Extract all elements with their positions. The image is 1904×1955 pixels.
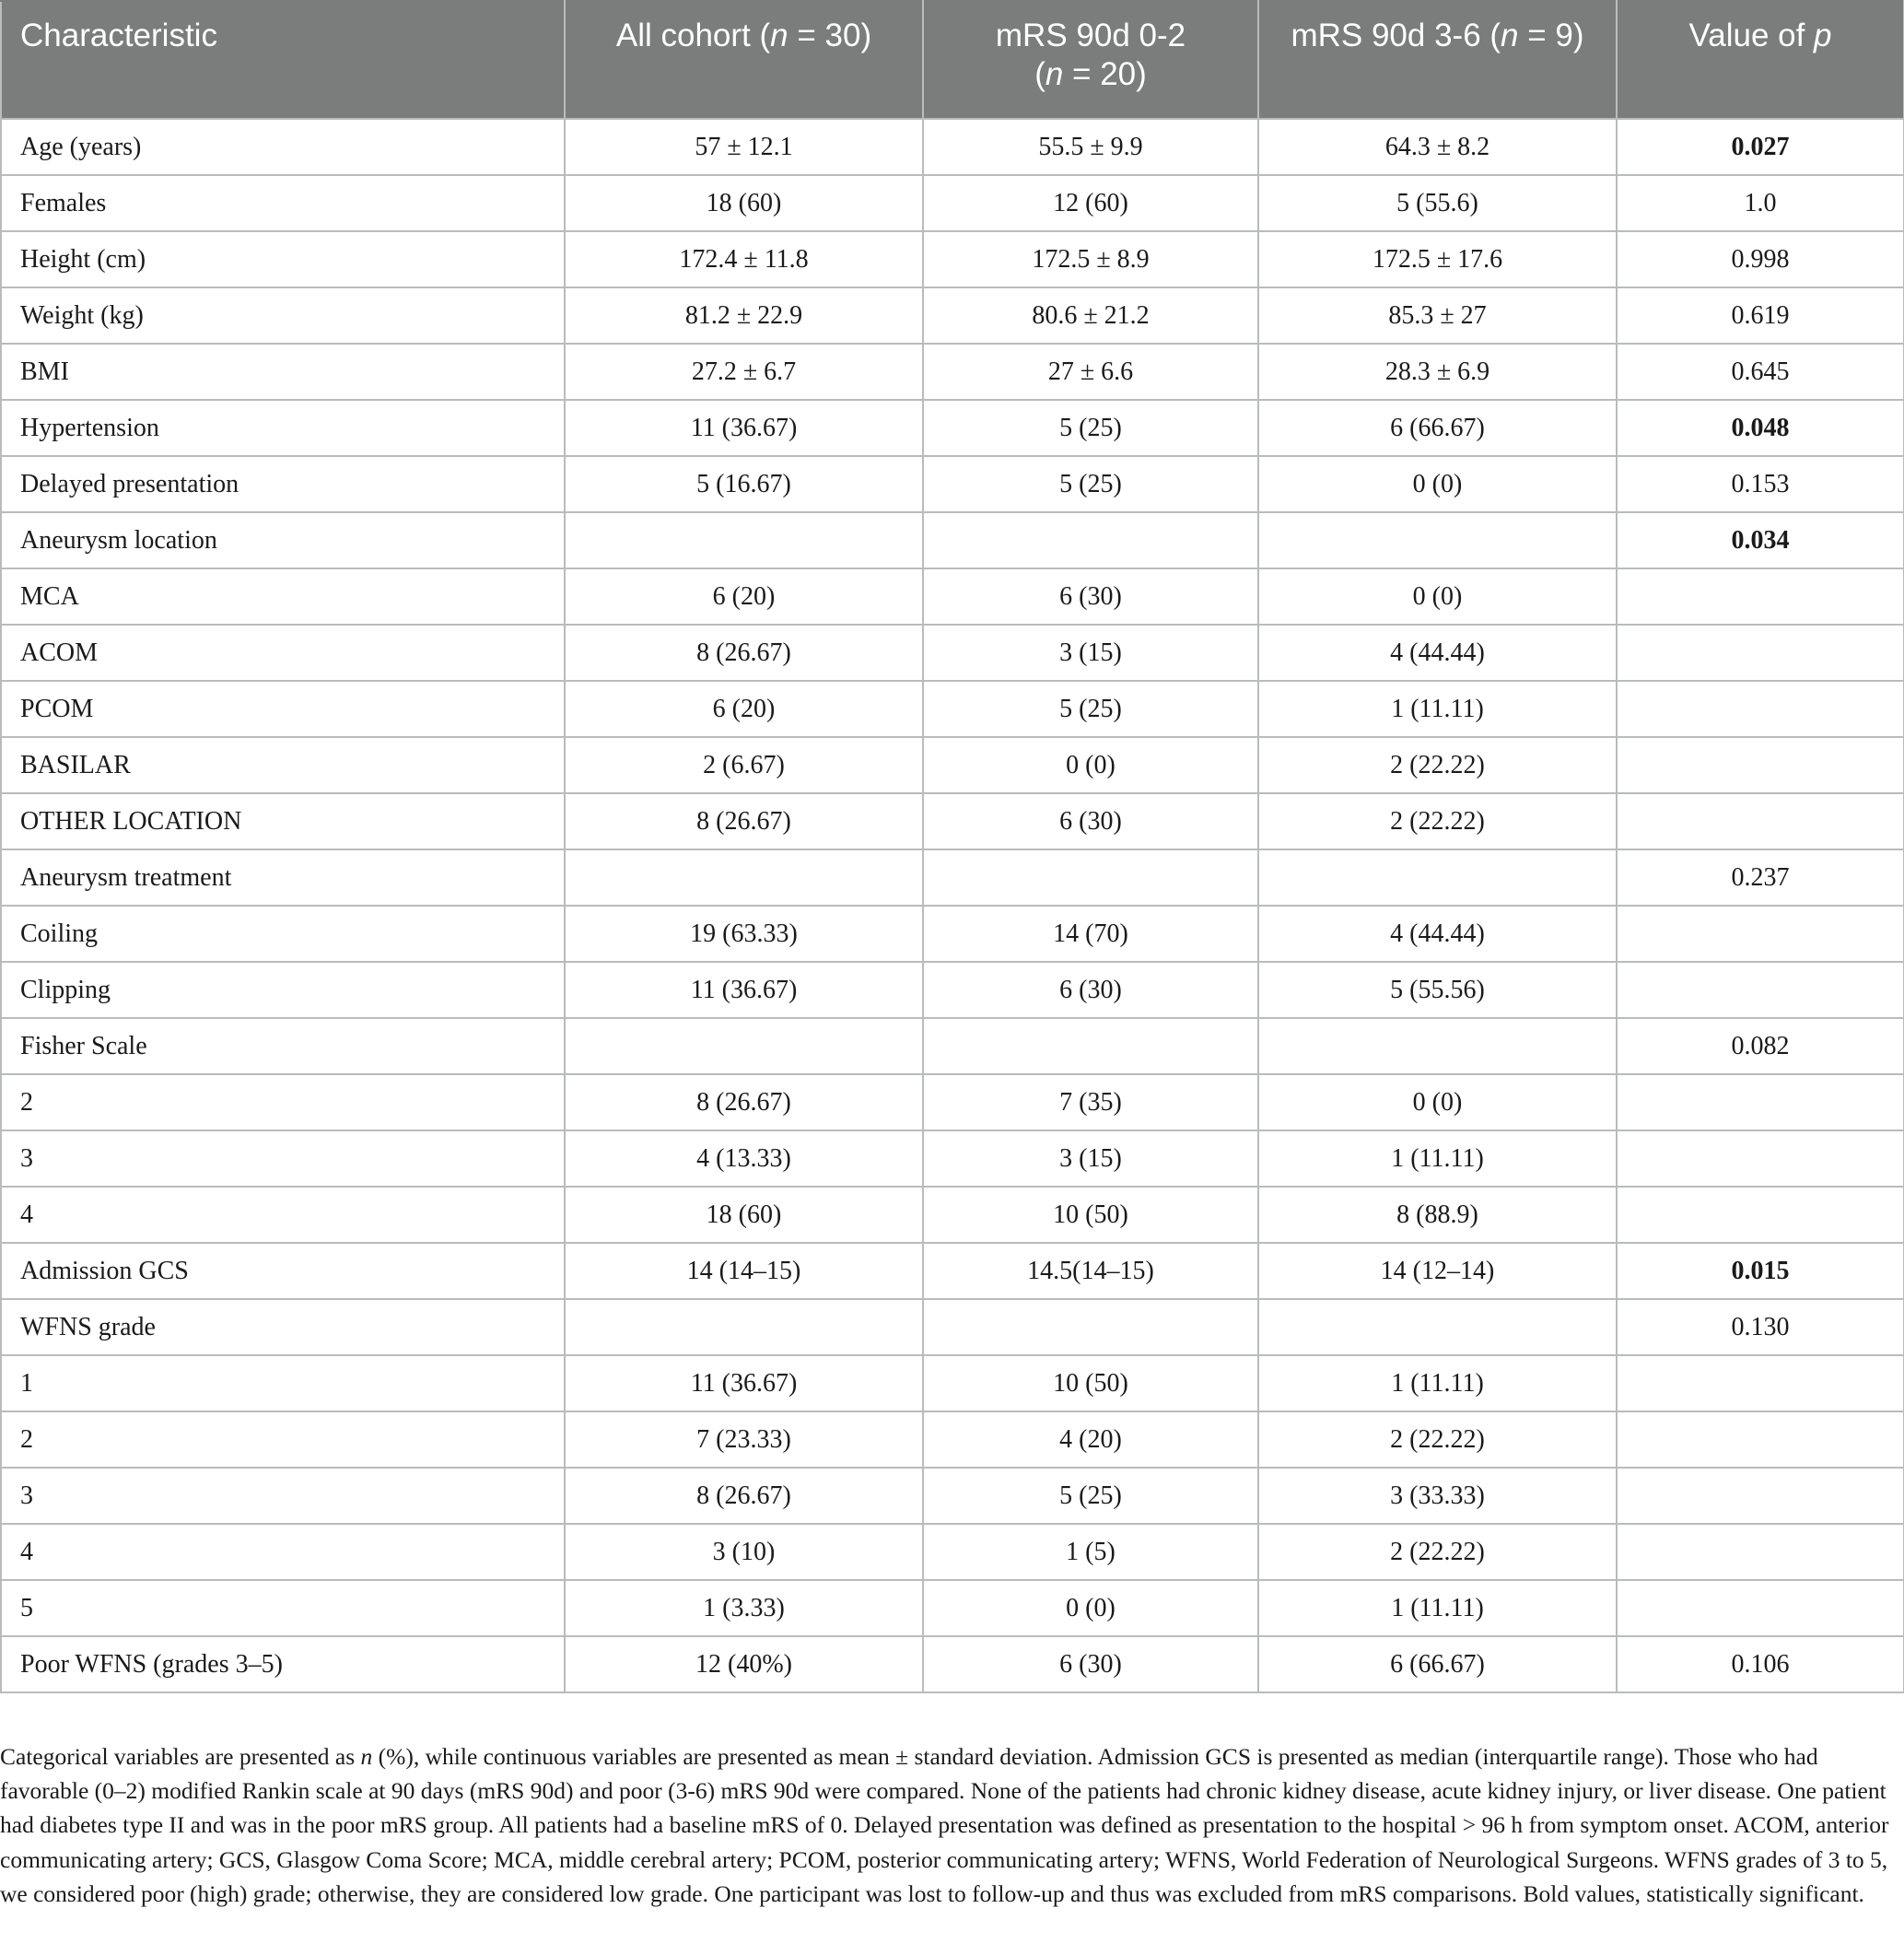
cell-mrs-poor: 4 (44.44) (1258, 906, 1617, 962)
cell-mrs-poor: 2 (22.22) (1258, 793, 1617, 849)
cell-characteristic: 5 (1, 1580, 565, 1636)
header-row (1, 1, 1904, 119)
cell-mrs-good: 5 (25) (923, 1468, 1258, 1524)
cell-mrs-good: 6 (30) (923, 568, 1258, 625)
cell-characteristic: WFNS grade (1, 1299, 565, 1355)
cell-mrs-poor: 4 (44.44) (1258, 625, 1617, 681)
table-row (1, 906, 1904, 962)
cell-mrs-good: 80.6 ± 21.2 (923, 287, 1258, 344)
cell-all-cohort: 2 (6.67) (565, 737, 923, 793)
cell-mrs-poor: 2 (22.22) (1258, 1524, 1617, 1580)
cell-all-cohort: 81.2 ± 22.9 (565, 287, 923, 344)
cell-mrs-poor (1258, 849, 1617, 906)
cell-mrs-good: 172.5 ± 8.9 (923, 231, 1258, 287)
cell-p-value: 0.048 (1617, 400, 1904, 456)
cell-all-cohort: 6 (20) (565, 681, 923, 737)
cell-all-cohort: 5 (16.67) (565, 456, 923, 512)
table-row (1, 231, 1904, 287)
cell-p-value (1617, 1187, 1904, 1243)
cell-characteristic: Hypertension (1, 400, 565, 456)
table-row (1, 568, 1904, 625)
table-row (1, 681, 1904, 737)
cell-mrs-poor: 85.3 ± 27 (1258, 287, 1617, 344)
cell-p-value (1617, 681, 1904, 737)
cell-p-value (1617, 1524, 1904, 1580)
cell-mrs-good: 14 (70) (923, 906, 1258, 962)
cell-all-cohort: 11 (36.67) (565, 962, 923, 1018)
cell-mrs-good: 27 ± 6.6 (923, 344, 1258, 400)
cell-all-cohort: 11 (36.67) (565, 1355, 923, 1411)
table-body (1, 119, 1904, 1692)
cell-mrs-good: 3 (15) (923, 1130, 1258, 1187)
cell-mrs-good: 10 (50) (923, 1187, 1258, 1243)
cell-characteristic: 2 (1, 1074, 565, 1130)
cell-p-value: 0.015 (1617, 1243, 1904, 1299)
cell-mrs-good: 14.5(14–15) (923, 1243, 1258, 1299)
cell-mrs-good: 5 (25) (923, 400, 1258, 456)
cell-characteristic: BASILAR (1, 737, 565, 793)
cell-mrs-poor: 64.3 ± 8.2 (1258, 119, 1617, 175)
cell-all-cohort (565, 1018, 923, 1074)
cell-mrs-good: 6 (30) (923, 793, 1258, 849)
table-footnote: Categorical variables are presented as n (%), while continuous variables are presented as mean ± standard deviation. Admission GCS is presented as median (interquartile range). Those who had favorable (0–2) modified Rankin scale at 90 days (mRS 90d) and poor (3-6) mRS 90d were compared. None of the patients had chronic kidney disease, acute kidney injury, or liver disease. One patient had diabetes type II and was in the poor mRS group. All patients had a baseline mRS of 0. Delayed presentation was defined as presentation to the hospital > 96 h from symptom onset. ACOM, anterior communicating artery; GCS, Glasgow Coma Score; MCA, middle cerebral artery; PCOM, posterior communicating artery; WFNS, World Federation of Neurological Surgeons. WFNS grades of 3 to 5, we considered poor (high) grade; otherwise, they are considered low grade. One participant was lost to follow-up and thus was excluded from mRS comparisons. Bold values, statistically significant. (0, 1743, 1889, 1907)
cell-all-cohort: 8 (26.67) (565, 1468, 923, 1524)
cell-characteristic: BMI (1, 344, 565, 400)
cell-characteristic: Aneurysm location (1, 512, 565, 568)
cell-mrs-good (923, 849, 1258, 906)
cell-all-cohort (565, 1299, 923, 1355)
header-mrs-poor: mRS 90d 3-6 (n = 9) (1258, 1, 1617, 119)
cell-all-cohort: 7 (23.33) (565, 1411, 923, 1468)
cell-p-value (1617, 1411, 1904, 1468)
table-row (1, 344, 1904, 400)
cell-p-value (1617, 737, 1904, 793)
cell-mrs-good: 5 (25) (923, 456, 1258, 512)
cell-p-value: 0.619 (1617, 287, 1904, 344)
cell-mrs-poor: 5 (55.6) (1258, 175, 1617, 231)
cell-all-cohort: 8 (26.67) (565, 1074, 923, 1130)
table-row (1, 1018, 1904, 1074)
cell-mrs-good: 12 (60) (923, 175, 1258, 231)
cell-characteristic: PCOM (1, 681, 565, 737)
cell-mrs-good: 5 (25) (923, 681, 1258, 737)
cell-mrs-good: 0 (0) (923, 737, 1258, 793)
cell-mrs-poor: 2 (22.22) (1258, 1411, 1617, 1468)
cell-p-value: 0.082 (1617, 1018, 1904, 1074)
cell-characteristic: 3 (1, 1130, 565, 1187)
header-all-cohort: All cohort (n = 30) (565, 1, 923, 119)
cell-characteristic: Age (years) (1, 119, 565, 175)
cell-characteristic: 4 (1, 1524, 565, 1580)
table-row (1, 1243, 1904, 1299)
cell-mrs-poor (1258, 1299, 1617, 1355)
header-p-value: Value of p (1617, 1, 1904, 119)
cell-mrs-poor: 172.5 ± 17.6 (1258, 231, 1617, 287)
cell-p-value: 0.998 (1617, 231, 1904, 287)
cell-characteristic: Coiling (1, 906, 565, 962)
cell-p-value: 0.153 (1617, 456, 1904, 512)
table-row (1, 1580, 1904, 1636)
table-row (1, 1299, 1904, 1355)
cell-p-value: 0.645 (1617, 344, 1904, 400)
cell-characteristic: Fisher Scale (1, 1018, 565, 1074)
cell-mrs-poor: 0 (0) (1258, 1074, 1617, 1130)
cell-characteristic: Poor WFNS (grades 3–5) (1, 1636, 565, 1692)
cell-mrs-good: 55.5 ± 9.9 (923, 119, 1258, 175)
cell-mrs-good: 0 (0) (923, 1580, 1258, 1636)
cell-mrs-poor: 14 (12–14) (1258, 1243, 1617, 1299)
cell-mrs-good (923, 512, 1258, 568)
cell-p-value: 0.237 (1617, 849, 1904, 906)
cell-p-value (1617, 1130, 1904, 1187)
cell-all-cohort: 12 (40%) (565, 1636, 923, 1692)
cell-all-cohort: 57 ± 12.1 (565, 119, 923, 175)
cell-mrs-good: 6 (30) (923, 962, 1258, 1018)
cell-mrs-poor: 28.3 ± 6.9 (1258, 344, 1617, 400)
table-row (1, 1074, 1904, 1130)
cell-all-cohort: 4 (13.33) (565, 1130, 923, 1187)
cell-mrs-good: 10 (50) (923, 1355, 1258, 1411)
cell-mrs-poor: 0 (0) (1258, 568, 1617, 625)
cell-p-value: 0.034 (1617, 512, 1904, 568)
table-row (1, 849, 1904, 906)
cell-characteristic: Weight (kg) (1, 287, 565, 344)
cell-p-value: 0.130 (1617, 1299, 1904, 1355)
cell-characteristic: Clipping (1, 962, 565, 1018)
cell-p-value (1617, 625, 1904, 681)
cell-p-value (1617, 1355, 1904, 1411)
cell-all-cohort (565, 849, 923, 906)
table-row (1, 1636, 1904, 1692)
cell-characteristic: Admission GCS (1, 1243, 565, 1299)
cell-all-cohort (565, 512, 923, 568)
cell-p-value (1617, 1468, 1904, 1524)
table-row (1, 456, 1904, 512)
cell-characteristic: Delayed presentation (1, 456, 565, 512)
cell-mrs-good: 1 (5) (923, 1524, 1258, 1580)
table-row (1, 1468, 1904, 1524)
table-row (1, 1187, 1904, 1243)
cell-mrs-good (923, 1018, 1258, 1074)
cell-all-cohort: 1 (3.33) (565, 1580, 923, 1636)
cell-all-cohort: 3 (10) (565, 1524, 923, 1580)
cell-mrs-poor: 1 (11.11) (1258, 1580, 1617, 1636)
cell-mrs-poor: 6 (66.67) (1258, 400, 1617, 456)
cell-mrs-poor: 0 (0) (1258, 456, 1617, 512)
cell-all-cohort: 14 (14–15) (565, 1243, 923, 1299)
cell-all-cohort: 27.2 ± 6.7 (565, 344, 923, 400)
cell-all-cohort: 8 (26.67) (565, 793, 923, 849)
cell-all-cohort: 8 (26.67) (565, 625, 923, 681)
table-row (1, 175, 1904, 231)
cell-mrs-poor: 1 (11.11) (1258, 1355, 1617, 1411)
cell-mrs-poor: 6 (66.67) (1258, 1636, 1617, 1692)
cell-mrs-poor: 1 (11.11) (1258, 681, 1617, 737)
cell-characteristic: 2 (1, 1411, 565, 1468)
cell-mrs-poor: 8 (88.9) (1258, 1187, 1617, 1243)
cell-characteristic: OTHER LOCATION (1, 793, 565, 849)
cell-p-value (1617, 1074, 1904, 1130)
cell-p-value (1617, 962, 1904, 1018)
cell-mrs-good (923, 1299, 1258, 1355)
cell-p-value (1617, 906, 1904, 962)
cell-all-cohort: 19 (63.33) (565, 906, 923, 962)
cell-p-value (1617, 793, 1904, 849)
cell-characteristic: MCA (1, 568, 565, 625)
cell-all-cohort: 11 (36.67) (565, 400, 923, 456)
cell-mrs-good: 3 (15) (923, 625, 1258, 681)
cell-mrs-poor (1258, 1018, 1617, 1074)
table-row (1, 625, 1904, 681)
cell-all-cohort: 18 (60) (565, 175, 923, 231)
cell-characteristic: Aneurysm treatment (1, 849, 565, 906)
table-row (1, 1524, 1904, 1580)
cell-mrs-good: 6 (30) (923, 1636, 1258, 1692)
cell-p-value (1617, 568, 1904, 625)
cell-characteristic: 4 (1, 1187, 565, 1243)
cell-characteristic: Females (1, 175, 565, 231)
cell-mrs-poor: 2 (22.22) (1258, 737, 1617, 793)
cell-mrs-poor: 1 (11.11) (1258, 1130, 1617, 1187)
header-mrs-good: mRS 90d 0-2 (n = 20) (923, 1, 1258, 119)
table-row (1, 512, 1904, 568)
cell-mrs-poor (1258, 512, 1617, 568)
table-row (1, 400, 1904, 456)
table-row (1, 287, 1904, 344)
cell-p-value: 0.106 (1617, 1636, 1904, 1692)
cell-p-value: 0.027 (1617, 119, 1904, 175)
cell-all-cohort: 18 (60) (565, 1187, 923, 1243)
cell-p-value (1617, 1580, 1904, 1636)
cell-mrs-poor: 3 (33.33) (1258, 1468, 1617, 1524)
cell-p-value: 1.0 (1617, 175, 1904, 231)
table-row (1, 1355, 1904, 1411)
table-row (1, 1411, 1904, 1468)
cell-all-cohort: 172.4 ± 11.8 (565, 231, 923, 287)
table-row (1, 1130, 1904, 1187)
cell-mrs-good: 4 (20) (923, 1411, 1258, 1468)
cell-characteristic: 1 (1, 1355, 565, 1411)
cell-characteristic: Height (cm) (1, 231, 565, 287)
table-row (1, 793, 1904, 849)
table-row (1, 737, 1904, 793)
cell-mrs-poor: 5 (55.56) (1258, 962, 1617, 1018)
cell-characteristic: 3 (1, 1468, 565, 1524)
table-row (1, 119, 1904, 175)
cell-mrs-good: 7 (35) (923, 1074, 1258, 1130)
header-characteristic: Characteristic (1, 1, 565, 119)
cell-all-cohort: 6 (20) (565, 568, 923, 625)
table-row (1, 962, 1904, 1018)
cell-characteristic: ACOM (1, 625, 565, 681)
